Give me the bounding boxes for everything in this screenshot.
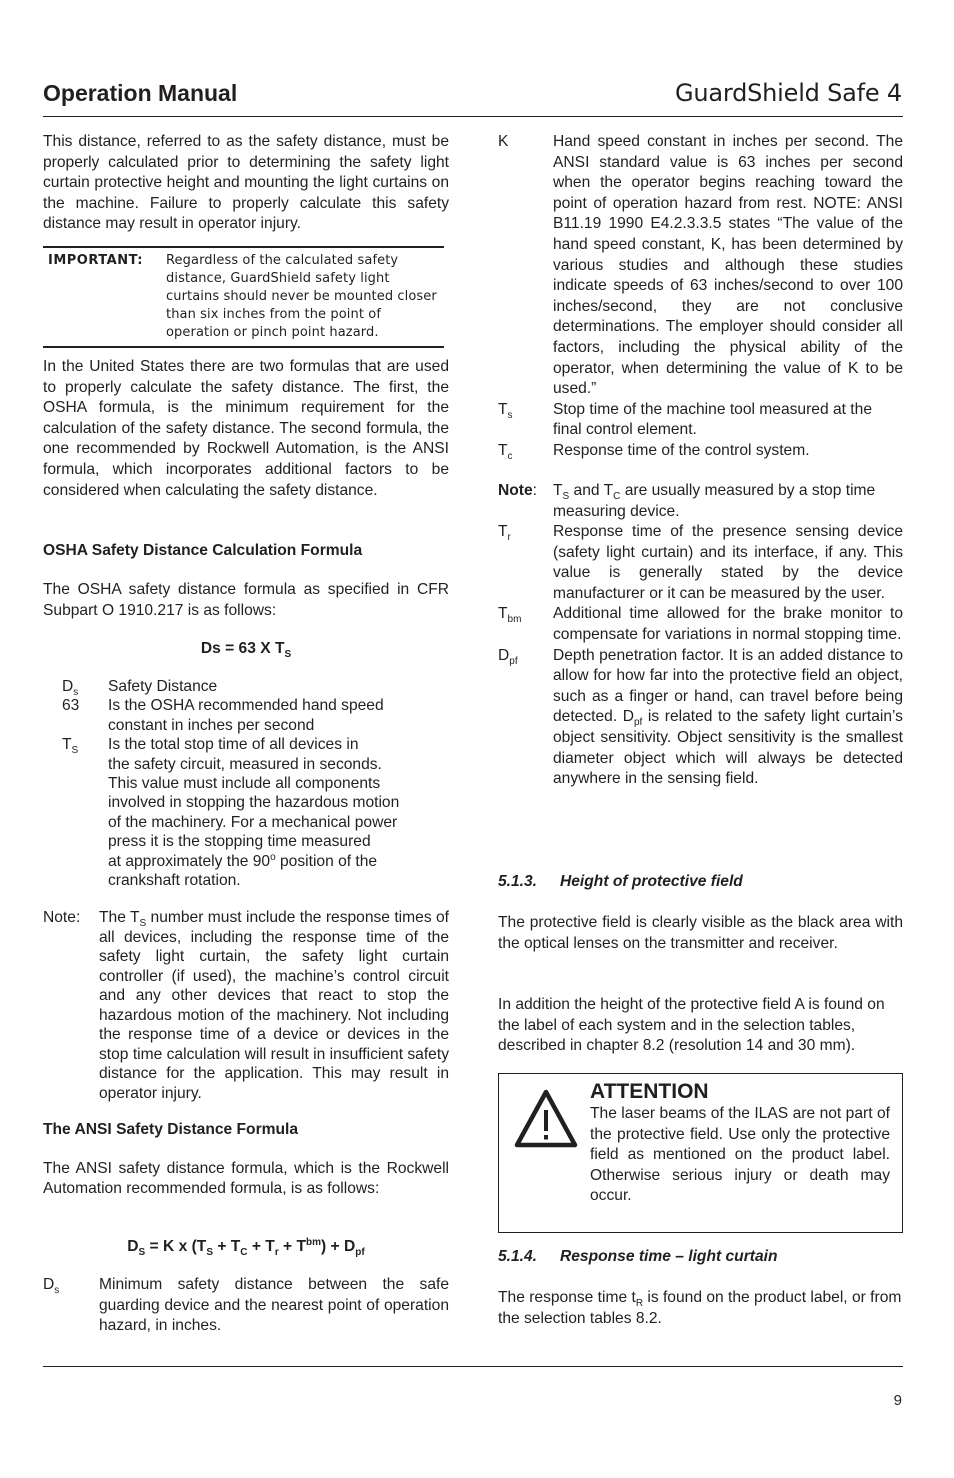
ansi-formula: $D_S = K$ x $(T_S + T_C + T_r + T^{bm}) + D_{pf}$ [127,1237,365,1258]
us-formulas-paragraph: In the United States there are two formulas that are used to properly calculate the safety distance. The first, the OSHA formula, is the minimum requirement for the calculation of the safety distance. The second formula, the one recommended by Rockwell Automation, is the ANSI formula, which incorporates additional factors to be considered when calculating the safety distance. [43,358,449,499]
osha-heading: OSHA Safety Distance Calculation Formula [43,542,363,559]
ansi-definitions-2 [498,522,903,790]
osha-def-ds: $D_s$ Safety Distance [62,678,218,698]
def-dpf: $D_{pf}$ Depth penetration factor. It is an added distance to allow for how far into the protective field an object, such as a finger or hand, can travel before being detected. $D_{pf}$ is related to the safety light curtain’s object sensitivity. Object sensitivity is the smallest diameter object which will always be detected anywhere in the sensing field. [498,646,903,788]
attention-text: The laser beams of the ILAS are not part of the protective field. Use only the protective field as mentioned on the product label. Otherwise serious injury or death may occur. [590,1105,890,1205]
osha-def-63: 63 Is the OSHA recommended hand speed constant in inches per second [62,697,384,734]
note-label: Note: [43,909,81,926]
attention-title: ATTENTION [590,1080,709,1103]
osha-formula: Ds = 63 X $T_S$ [200,640,292,660]
right-note: Note: $T_S$ and $T_C$ are usually measured by a stop time measuring device. [498,482,876,520]
intro-text: This distance, referred to as the safety distance, must be properly calculated prior to determining the safety light curtain protective height and mounting the light curtains on the machine. Failure to properly calculate this safety distance may result in operator injury. [43,133,449,233]
osha-definitions [62,677,462,890]
field-paragraph-2: In addition the height of the protective field A is found on the label of each system and in the selection tables, described in chapter 8.2 (resolution 14 and 30 mm). [498,996,885,1055]
section-5-1-4-heading: 5.1.4. Response time – light curtain [498,1248,778,1265]
response-time-paragraph: The response time $t_R$ is found on the product label, or from the selection tables 8.2. [498,1289,902,1327]
page-number: 9 [893,1392,902,1409]
footer-divider [43,1366,903,1367]
important-box [43,246,444,348]
header-divider [43,116,903,117]
ansi-def-ds: $D_s$ Minimum safety distance between the safe guarding device and the nearest point of operation hazard, in inches. [43,1276,449,1335]
ansi-heading: The ANSI Safety Distance Formula [43,1121,299,1138]
def-ts: $T_s$ Stop time of the machine tool measured at the final control element. [498,400,872,439]
section-5-1-3-heading: 5.1.3. Height of protective field [498,873,743,890]
def-tbm: $T_{bm}$ Additional time allowed for the brake monitor to compensate for variations in normal stopping time. [498,605,903,643]
warning-triangle-icon [513,1088,579,1150]
osha-def-ts: $T_S$ Is the total stop time of all devices in the safety circuit, measured in seconds. This value must include all components involved in stopping the hazardous motion of the machinery. For a mechanical power press it is the stopping time measured at approximately the 90$^o$ position of the crankshaft rotation. [62,736,400,890]
header-title: Operation Manual [43,80,238,106]
osha-intro: The OSHA safety distance formula as specified in CFR Subpart O 1910.217 is as follows: [43,581,449,619]
ansi-definitions [498,132,903,462]
def-k: K Hand speed constant in inches per second. The ANSI standard value is 63 inches per second when the operator begins reaching toward the point of operation hazard from rest. NOTE: ANSI B11.19 1990 E4.2.3.3.5 states “The value of the hand speed constant, K, has been determined by various studies and although these studies indicate speeds of 63 inches/second to over 100 inches/second, they are not conclusive determinations. The employer should consider all factors, including the physical ability of the operator, when determining the value of K to be used.” [498,133,903,398]
def-tc: $T_c$ Response time of the control system. [498,441,810,462]
product-title: GuardShield Safe 4 [674,79,902,107]
important-text: Regardless of the calculated safety distance, GuardShield safety light curtains should never be mounted closer than six inches from the point of operation or pinch point hazard. [166,253,437,340]
note-text: The $T_S$ number must include the response times of all devices, including the response time of the safety light curtain, the safety light curtain controller (if used), the machine’s control circuit and any other devices that react to stop the hazardous motion of the machinery. Not including the response time of a device or devices in the stop time calculation will result in insufficient safety distance for the application. This may result in operator injury. [99,909,449,1102]
important-label: IMPORTANT: [48,253,143,268]
field-paragraph-1: The protective field is clearly visible as the black area with the optical lenses on the transmitter and receiver. [498,914,903,952]
attention-box [498,1073,903,1233]
osha-note [43,908,449,1103]
def-tr: $T_r$ Response time of the presence sensing device (safety light curtain) and its interface, if any. This value is generally stated by the device manufacturer or it can be measured by the user. [498,523,903,602]
ansi-intro: The ANSI safety distance formula, which is the Rockwell Automation recommended formula, is as follows: [43,1160,449,1197]
intro-paragraph [43,132,449,235]
